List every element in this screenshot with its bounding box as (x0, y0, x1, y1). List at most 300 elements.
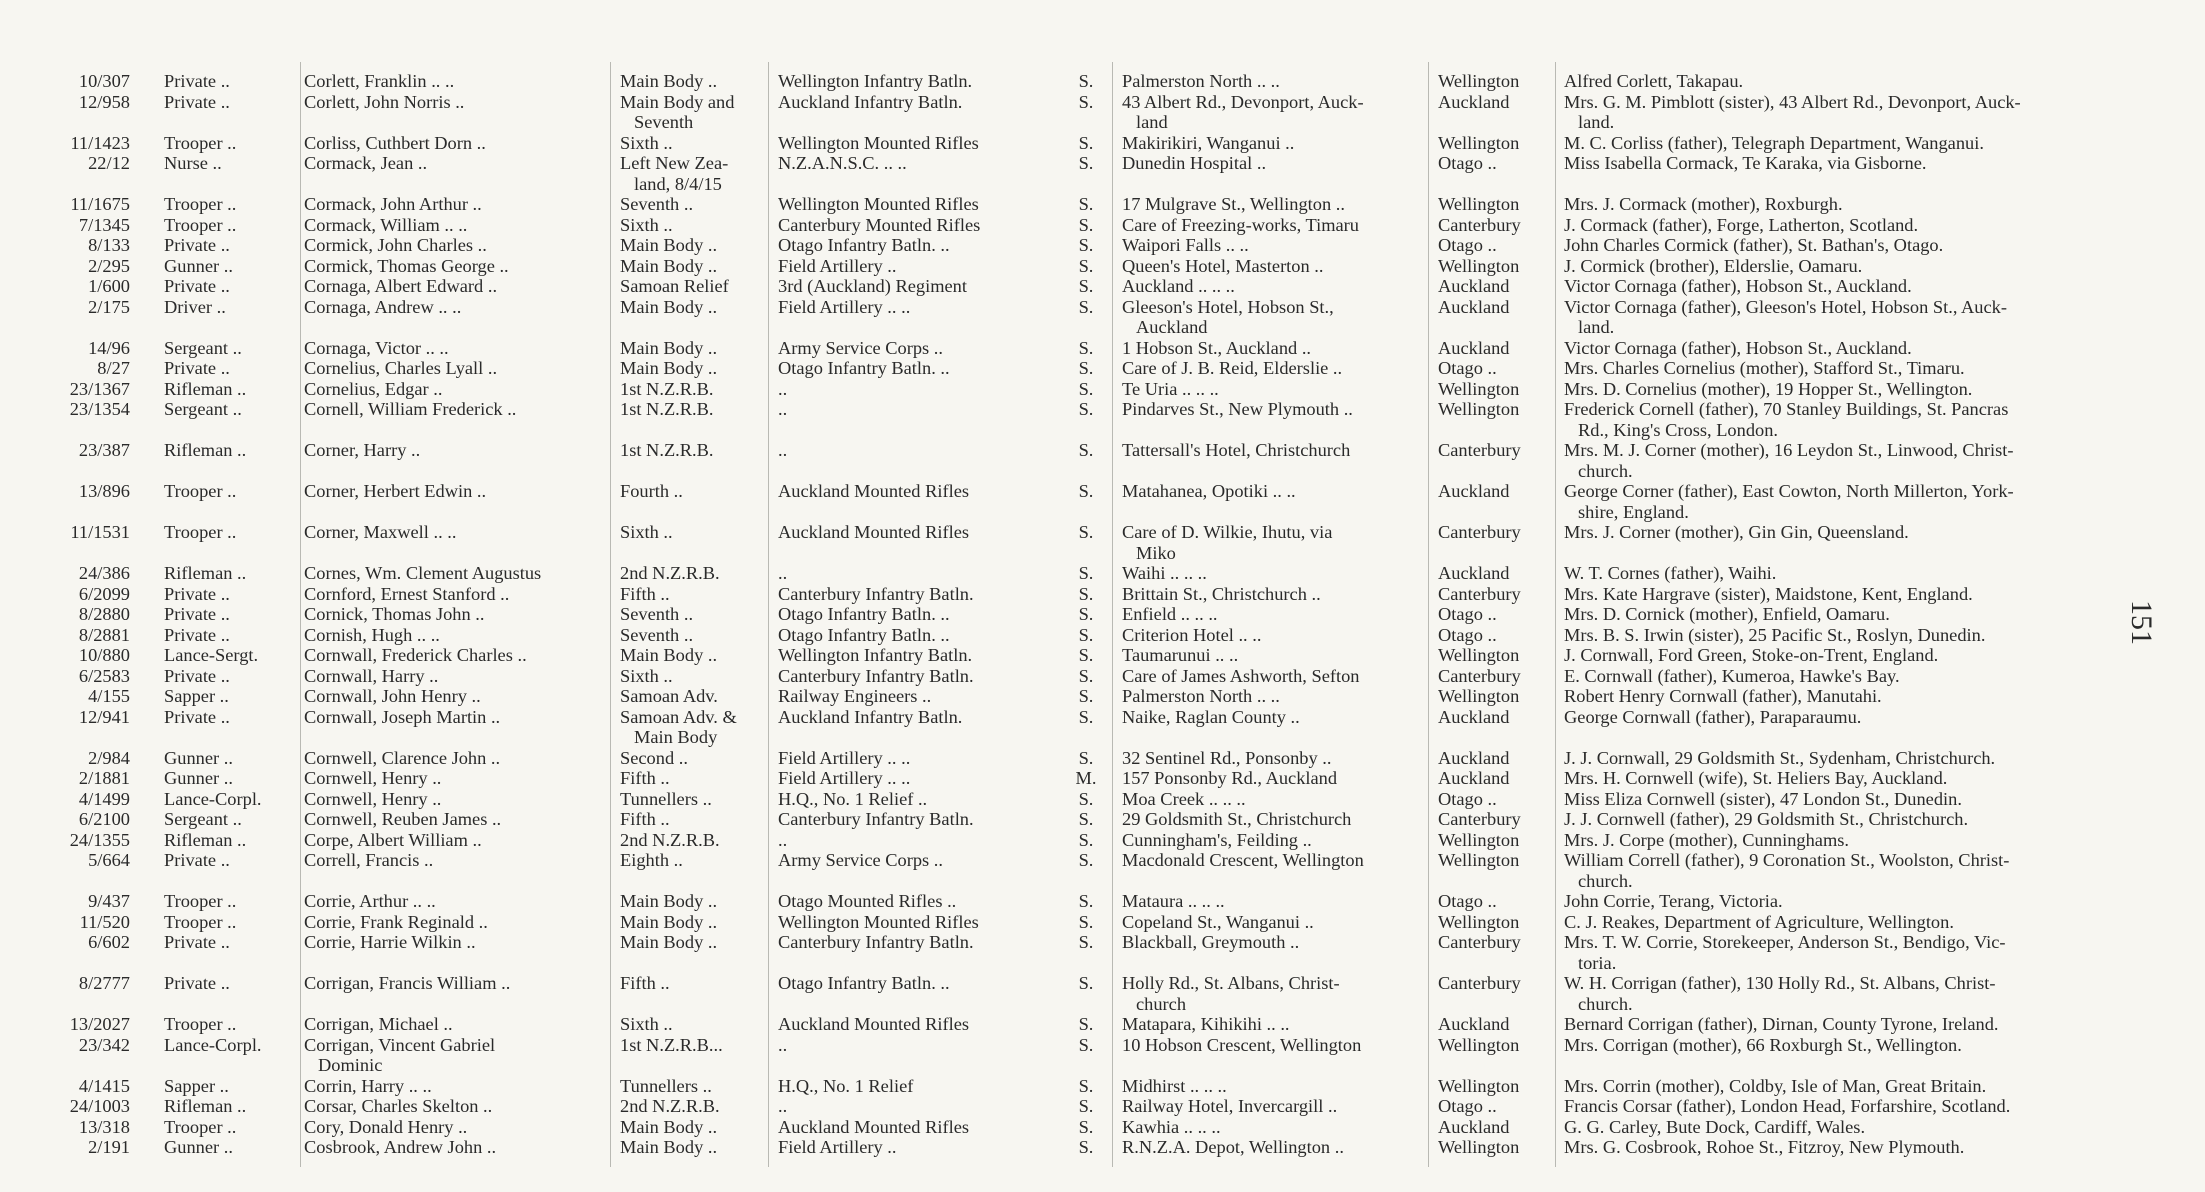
rank: Rifleman .. (164, 563, 247, 583)
soldier-name: Corrigan, Vincent Gabriel (304, 1034, 496, 1055)
table-row (0, 1117, 2130, 1138)
soldier-name: Cormack, Jean .. (304, 153, 428, 173)
next-of-kin: Bernard Corrigan (father), Dirnan, County Tyrone, Ireland. (1564, 1014, 1999, 1034)
draft-unit: Main Body .. (620, 337, 718, 358)
soldier-name: Cormack, John Arthur .. (304, 194, 482, 214)
address: Waipori Falls .. .. (1122, 235, 1249, 255)
corps: Field Artillery .. .. (778, 296, 911, 317)
draft-unit: Main Body .. (620, 71, 718, 91)
next-of-kin: George Cornwall (father), Paraparaumu. (1564, 706, 1862, 727)
next-of-kin: Mrs. B. S. Irwin (sister), 25 Pacific St., Roslyn, Dunedin. (1564, 624, 1986, 645)
table-row (0, 789, 2130, 810)
soldier-name: Cornish, Hugh .. .. (304, 624, 440, 645)
soldier-name: Cornwall, Frederick Charles .. (304, 645, 527, 665)
next-of-kin: Mrs. G. M. Pimblott (sister), 43 Albert Rd., Devonport, Auck- (1564, 91, 2021, 112)
military-district: Canterbury (1438, 973, 1521, 993)
table-row (0, 932, 2130, 973)
rank: Private .. (164, 604, 230, 624)
table-row (0, 153, 2130, 194)
draft-unit: Main Body .. (620, 296, 718, 317)
address: Te Uria .. .. .. (1122, 378, 1219, 399)
address: Criterion Hotel .. .. (1122, 624, 1262, 645)
table-row (0, 563, 2130, 584)
table-row (0, 338, 2130, 359)
next-of-kin: Mrs. J. Corpe (mother), Cunninghams. (1564, 829, 1850, 850)
marital-status: S. (1078, 604, 1094, 624)
marital-status: S. (1078, 665, 1094, 686)
marital-status: S. (1078, 399, 1094, 419)
service-number: 24/1003 (69, 1096, 130, 1116)
address: Taumarunui .. .. (1122, 645, 1239, 665)
military-district: Wellington (1438, 1137, 1520, 1157)
next-of-kin: Francis Corsar (father), London Head, Forfarshire, Scotland. (1564, 1096, 2011, 1116)
corps: Auckland Infantry Batln. (778, 91, 963, 112)
rank: Private .. (164, 71, 230, 91)
rank: Trooper .. (164, 891, 237, 911)
continuation-line: Main Body (634, 727, 718, 747)
next-of-kin: Mrs. H. Cornwell (wife), St. Heliers Bay, Auckland. (1564, 768, 1948, 788)
service-number: 11/1531 (70, 522, 130, 542)
military-district: Auckland (1438, 563, 1510, 583)
draft-unit: Second .. (620, 747, 688, 768)
corps: Auckland Mounted Rifles (778, 522, 970, 542)
address: Matapara, Kihikihi .. .. (1122, 1014, 1290, 1034)
rank: Sergeant .. (164, 809, 242, 829)
service-number: 6/2099 (78, 583, 130, 604)
draft-unit: Main Body .. (620, 358, 718, 378)
corps: Canterbury Mounted Rifles (778, 214, 981, 235)
draft-unit: Sixth .. (620, 214, 673, 235)
military-district: Wellington (1438, 645, 1520, 665)
marital-status: S. (1078, 1116, 1094, 1137)
marital-status: S. (1078, 522, 1094, 542)
rank: Sergeant .. (164, 399, 242, 419)
soldier-name: Corpe, Albert William .. (304, 829, 482, 850)
soldier-name: Correll, Francis .. (304, 850, 434, 870)
continuation-line: Dominic (318, 1055, 383, 1075)
service-number: 6/2100 (78, 809, 130, 829)
address: R.N.Z.A. Depot, Wellington .. (1122, 1137, 1344, 1157)
continuation-line: land. (1578, 317, 1615, 337)
table-row (0, 522, 2130, 563)
corps: Otago Infantry Batln. .. (778, 235, 950, 255)
service-number: 4/155 (88, 686, 130, 706)
military-district: Wellington (1438, 71, 1520, 91)
military-district: Auckland (1438, 747, 1510, 768)
next-of-kin: J. Cornwall, Ford Green, Stoke-on-Trent, England. (1564, 645, 1939, 665)
draft-unit: Main Body .. (620, 1116, 718, 1137)
military-district: Auckland (1438, 337, 1510, 358)
marital-status: S. (1078, 132, 1094, 153)
draft-unit: 2nd N.Z.R.B. (620, 1096, 720, 1116)
corps: Field Artillery .. (778, 1137, 897, 1157)
soldier-name: Corner, Harry .. (304, 440, 421, 460)
corps: H.Q., No. 1 Relief (778, 1075, 914, 1096)
next-of-kin: Mrs. D. Cornelius (mother), 19 Hopper St., Wellington. (1564, 378, 1973, 399)
table-row (0, 625, 2130, 646)
military-district: Otago .. (1438, 788, 1497, 809)
marital-status: S. (1078, 481, 1094, 501)
corps: Army Service Corps .. (778, 850, 943, 870)
military-district: Wellington (1438, 1075, 1520, 1096)
marital-status: S. (1078, 932, 1094, 952)
soldier-name: Cornick, Thomas John .. (304, 604, 485, 624)
address: Makirikiri, Wanganui .. (1122, 132, 1295, 153)
corps: Otago Infantry Batln. .. (778, 358, 950, 378)
address: Auckland .. .. .. (1122, 276, 1235, 296)
service-number: 8/2880 (78, 604, 130, 624)
rank: Private .. (164, 276, 230, 296)
military-district: Otago .. (1438, 1096, 1497, 1116)
table-row (0, 1035, 2130, 1076)
address: Gleeson's Hotel, Hobson St., (1122, 296, 1334, 317)
draft-unit: Samoan Relief (620, 276, 729, 296)
table-row (0, 748, 2130, 769)
marital-status: S. (1078, 235, 1094, 255)
corps: Wellington Mounted Rifles (778, 132, 979, 153)
rank: Trooper .. (164, 522, 237, 542)
service-number: 13/2027 (69, 1014, 130, 1034)
next-of-kin: M. C. Corliss (father), Telegraph Department, Wanganui. (1564, 132, 1984, 153)
military-district: Wellington (1438, 399, 1520, 419)
table-row (0, 768, 2130, 789)
military-district: Wellington (1438, 1034, 1520, 1055)
soldier-name: Corliss, Cuthbert Dorn .. (304, 132, 486, 153)
service-number: 4/1415 (78, 1075, 130, 1096)
roll-table (0, 71, 2130, 1158)
rank: Gunner .. (164, 255, 233, 276)
soldier-name: Cornes, Wm. Clement Augustus (304, 563, 542, 583)
service-number: 23/1354 (69, 399, 130, 419)
marital-status: S. (1078, 1075, 1094, 1096)
military-district: Wellington (1438, 829, 1520, 850)
table-row (0, 92, 2130, 133)
marital-status: S. (1078, 1034, 1094, 1055)
table-row (0, 686, 2130, 707)
corps: 3rd (Auckland) Regiment (778, 276, 967, 296)
service-number: 10/880 (78, 645, 130, 665)
soldier-name: Cormack, William .. .. (304, 214, 468, 235)
soldier-name: Cornwell, Reuben James .. (304, 809, 502, 829)
address: Macdonald Crescent, Wellington (1122, 850, 1364, 870)
service-number: 24/1355 (69, 829, 130, 850)
draft-unit: Main Body .. (620, 1137, 718, 1157)
corps: .. (778, 1034, 788, 1055)
next-of-kin: Robert Henry Cornwall (father), Manutahi. (1564, 686, 1882, 706)
next-of-kin: J. J. Cornwell (father), 29 Goldsmith St., Christchurch. (1564, 809, 1969, 829)
rank: Trooper .. (164, 481, 237, 501)
marital-status: S. (1078, 337, 1094, 358)
address: Copeland St., Wanganui .. (1122, 911, 1314, 932)
soldier-name: Cormick, John Charles .. (304, 235, 487, 255)
address: Brittain St., Christchurch .. (1122, 583, 1321, 604)
address: 32 Sentinel Rd., Ponsonby .. (1122, 747, 1332, 768)
next-of-kin: Mrs. Corrigan (mother), 66 Roxburgh St., Wellington. (1564, 1034, 1962, 1055)
corps: Otago Infantry Batln. .. (778, 973, 950, 993)
service-number: 2/191 (88, 1137, 130, 1157)
draft-unit: Main Body and (620, 91, 735, 112)
next-of-kin: Victor Cornaga (father), Hobson St., Auckland. (1564, 337, 1912, 358)
table-row (0, 645, 2130, 666)
next-of-kin: Mrs. Kate Hargrave (sister), Maidstone, Kent, England. (1564, 583, 1973, 604)
draft-unit: Seventh .. (620, 624, 694, 645)
table-row (0, 973, 2130, 1014)
continuation-line: land. (1578, 112, 1615, 132)
next-of-kin: Frederick Cornell (father), 70 Stanley Buildings, St. Pancras (1564, 399, 2009, 419)
address: 10 Hobson Crescent, Wellington (1122, 1034, 1362, 1055)
military-district: Wellington (1438, 850, 1520, 870)
table-row (0, 891, 2130, 912)
draft-unit: Left New Zea- (620, 153, 729, 173)
draft-unit: Samoan Adv. (620, 686, 718, 706)
next-of-kin: E. Cornwall (father), Kumeroa, Hawke's Bay. (1564, 665, 1900, 686)
rank: Rifleman .. (164, 829, 247, 850)
service-number: 8/27 (97, 358, 130, 378)
soldier-name: Corrie, Arthur .. .. (304, 891, 436, 911)
marital-status: S. (1078, 378, 1094, 399)
draft-unit: Seventh .. (620, 604, 694, 624)
address: Enfield .. .. .. (1122, 604, 1218, 624)
soldier-name: Cormick, Thomas George .. (304, 255, 509, 276)
service-number: 23/342 (78, 1034, 130, 1055)
corps: .. (778, 399, 788, 419)
draft-unit: Sixth .. (620, 522, 673, 542)
soldier-name: Corrie, Harrie Wilkin .. (304, 932, 476, 952)
table-row (0, 604, 2130, 625)
service-number: 11/1423 (70, 132, 130, 153)
table-row (0, 276, 2130, 297)
marital-status: S. (1078, 686, 1094, 706)
service-number: 11/520 (79, 911, 130, 932)
military-district: Canterbury (1438, 522, 1521, 542)
corps: Otago Mounted Rifles .. (778, 891, 957, 911)
next-of-kin: J. Cormick (brother), Elderslie, Oamaru. (1564, 255, 1863, 276)
continuation-line: Rd., King's Cross, London. (1578, 419, 1779, 440)
marital-status: M. (1075, 768, 1097, 788)
address: Kawhia .. .. .. (1122, 1116, 1221, 1137)
marital-status: S. (1078, 911, 1094, 932)
draft-unit: Main Body .. (620, 645, 718, 665)
address: Palmerston North .. .. (1122, 686, 1280, 706)
table-row (0, 1137, 2130, 1158)
military-district: Wellington (1438, 194, 1520, 214)
rank: Private .. (164, 583, 230, 604)
next-of-kin: John Corrie, Terang, Victoria. (1564, 891, 1783, 911)
draft-unit: Fifth .. (620, 768, 670, 788)
service-number: 8/2881 (78, 624, 130, 645)
next-of-kin: Alfred Corlett, Takapau. (1564, 71, 1744, 91)
corps: Field Artillery .. .. (778, 768, 911, 788)
next-of-kin: J. Cormack (father), Forge, Latherton, Scotland. (1564, 214, 1919, 235)
military-district: Auckland (1438, 1014, 1510, 1034)
marital-status: S. (1078, 276, 1094, 296)
soldier-name: Cornaga, Andrew .. .. (304, 296, 462, 317)
marital-status: S. (1078, 214, 1094, 235)
military-district: Otago .. (1438, 624, 1497, 645)
marital-status: S. (1078, 296, 1094, 317)
table-row (0, 71, 2130, 92)
soldier-name: Corlett, John Norris .. (304, 91, 465, 112)
corps: Wellington Mounted Rifles (778, 194, 979, 214)
address: 157 Ponsonby Rd., Auckland (1122, 768, 1338, 788)
corps: Canterbury Infantry Batln. (778, 932, 974, 952)
table-row (0, 1014, 2130, 1035)
service-number: 2/175 (88, 296, 130, 317)
marital-status: S. (1078, 1137, 1094, 1157)
address: Railway Hotel, Invercargill .. (1122, 1096, 1338, 1116)
military-district: Auckland (1438, 296, 1510, 317)
next-of-kin: Mrs. J. Cormack (mother), Roxburgh. (1564, 194, 1843, 214)
address: Naike, Raglan County .. (1122, 706, 1300, 727)
military-district: Wellington (1438, 255, 1520, 276)
next-of-kin: Mrs. M. J. Corner (mother), 16 Leydon St., Linwood, Christ- (1564, 440, 2014, 460)
corps: Auckland Mounted Rifles (778, 1014, 970, 1034)
service-number: 6/2583 (78, 665, 130, 686)
soldier-name: Cornford, Ernest Stanford .. (304, 583, 510, 604)
soldier-name: Cornwall, John Henry .. (304, 686, 481, 706)
next-of-kin: Miss Isabella Cormack, Te Karaka, via Gisborne. (1564, 153, 1927, 173)
military-district: Wellington (1438, 132, 1520, 153)
corps: Otago Infantry Batln. .. (778, 604, 950, 624)
continuation-line: Auckland (1136, 317, 1208, 337)
corps: Wellington Mounted Rifles (778, 911, 979, 932)
table-row (0, 481, 2130, 522)
next-of-kin: George Corner (father), East Cowton, North Millerton, York- (1564, 481, 2014, 501)
address: Mataura .. .. .. (1122, 891, 1225, 911)
military-district: Otago .. (1438, 358, 1497, 378)
address: 43 Albert Rd., Devonport, Auck- (1122, 91, 1364, 112)
military-district: Otago .. (1438, 153, 1497, 173)
marital-status: S. (1078, 973, 1094, 993)
address: Cunningham's, Feilding .. (1122, 829, 1312, 850)
marital-status: S. (1078, 809, 1094, 829)
soldier-name: Corrigan, Michael .. (304, 1014, 453, 1034)
next-of-kin: G. G. Carley, Bute Dock, Cardiff, Wales. (1564, 1116, 1866, 1137)
draft-unit: 1st N.Z.R.B. (620, 378, 714, 399)
address: Waihi .. .. .. (1122, 563, 1207, 583)
marital-status: S. (1078, 1096, 1094, 1116)
address: Matahanea, Opotiki .. .. (1122, 481, 1296, 501)
marital-status: S. (1078, 91, 1094, 112)
table-row (0, 912, 2130, 933)
service-number: 23/1367 (69, 378, 130, 399)
military-district: Canterbury (1438, 214, 1521, 235)
rank: Gunner .. (164, 768, 233, 788)
next-of-kin: Mrs. G. Cosbrook, Rohoe St., Fitzroy, New Plymouth. (1564, 1137, 1965, 1157)
marital-status: S. (1078, 747, 1094, 768)
address: Blackball, Greymouth .. (1122, 932, 1300, 952)
soldier-name: Corner, Herbert Edwin .. (304, 481, 487, 501)
address: Care of D. Wilkie, Ihutu, via (1122, 522, 1333, 542)
marital-status: S. (1078, 194, 1094, 214)
military-district: Auckland (1438, 91, 1510, 112)
address: Care of Freezing-works, Timaru (1122, 214, 1359, 235)
military-district: Auckland (1438, 481, 1510, 501)
marital-status: S. (1078, 645, 1094, 665)
address: Palmerston North .. .. (1122, 71, 1280, 91)
service-number: 4/1499 (78, 788, 130, 809)
table-row (0, 1076, 2130, 1097)
rank: Private .. (164, 973, 230, 993)
soldier-name: Cornwell, Clarence John .. (304, 747, 501, 768)
rank: Lance-Corpl. (164, 788, 262, 809)
marital-status: S. (1078, 850, 1094, 870)
soldier-name: Cornwall, Joseph Martin .. (304, 706, 501, 727)
draft-unit: 2nd N.Z.R.B. (620, 829, 720, 850)
corps: Army Service Corps .. (778, 337, 943, 358)
continuation-line: church. (1578, 993, 1633, 1014)
corps: Field Artillery .. (778, 255, 897, 276)
marital-status: S. (1078, 624, 1094, 645)
draft-unit: 1st N.Z.R.B... (620, 1034, 723, 1055)
soldier-name: Corsar, Charles Skelton .. (304, 1096, 493, 1116)
draft-unit: Fourth .. (620, 481, 683, 501)
service-number: 7/1345 (78, 214, 130, 235)
rank: Lance-Corpl. (164, 1034, 262, 1055)
address: Holly Rd., St. Albans, Christ- (1122, 973, 1340, 993)
draft-unit: Main Body .. (620, 235, 718, 255)
draft-unit: Tunnellers .. (620, 788, 712, 809)
marital-status: S. (1078, 583, 1094, 604)
table-row (0, 358, 2130, 379)
service-number: 9/437 (88, 891, 130, 911)
soldier-name: Corner, Maxwell .. .. (304, 522, 457, 542)
continuation-line: land, 8/4/15 (634, 173, 722, 194)
next-of-kin: W. T. Cornes (father), Waihi. (1564, 563, 1777, 583)
next-of-kin: Miss Eliza Cornwell (sister), 47 London St., Dunedin. (1564, 788, 1962, 809)
marital-status: S. (1078, 358, 1094, 378)
next-of-kin: William Correll (father), 9 Coronation St., Woolston, Christ- (1564, 850, 2010, 870)
rank: Private .. (164, 706, 230, 727)
address: 29 Goldsmith St., Christchurch (1122, 809, 1352, 829)
next-of-kin: Victor Cornaga (father), Gleeson's Hotel, Hobson St., Auck- (1564, 296, 2007, 317)
corps: Canterbury Infantry Batln. (778, 809, 974, 829)
rank: Private .. (164, 850, 230, 870)
rank: Sapper .. (164, 1075, 229, 1096)
corps: Field Artillery .. .. (778, 747, 911, 768)
next-of-kin: Mrs. Charles Cornelius (mother), Stafford St., Timaru. (1564, 358, 1965, 378)
corps: H.Q., No. 1 Relief .. (778, 788, 928, 809)
soldier-name: Cosbrook, Andrew John .. (304, 1137, 497, 1157)
corps: .. (778, 440, 788, 460)
next-of-kin: Mrs. D. Cornick (mother), Enfield, Oamaru. (1564, 604, 1890, 624)
rank: Trooper .. (164, 194, 237, 214)
marital-status: S. (1078, 829, 1094, 850)
marital-status: S. (1078, 255, 1094, 276)
address: Pindarves St., New Plymouth .. (1122, 399, 1353, 419)
next-of-kin: W. H. Corrigan (father), 130 Holly Rd., St. Albans, Christ- (1564, 973, 1996, 993)
next-of-kin: C. J. Reakes, Department of Agriculture, Wellington. (1564, 911, 1954, 932)
table-row (0, 133, 2130, 154)
service-number: 5/664 (88, 850, 130, 870)
service-number: 13/318 (78, 1116, 130, 1137)
rank: Trooper .. (164, 132, 237, 153)
continuation-line: land (1136, 112, 1168, 132)
soldier-name: Corrin, Harry .. .. (304, 1075, 432, 1096)
table-row (0, 297, 2130, 338)
soldier-name: Cory, Donald Henry .. (304, 1116, 468, 1137)
service-number: 24/386 (78, 563, 130, 583)
address: Care of James Ashworth, Sefton (1122, 665, 1360, 686)
military-district: Canterbury (1438, 583, 1521, 604)
service-number: 8/2777 (78, 973, 130, 993)
rank: Private .. (164, 624, 230, 645)
marital-status: S. (1078, 563, 1094, 583)
continuation-line: Miko (1136, 542, 1176, 563)
table-row (0, 256, 2130, 277)
continuation-line: church. (1578, 460, 1633, 481)
address: Care of J. B. Reid, Elderslie .. (1122, 358, 1343, 378)
